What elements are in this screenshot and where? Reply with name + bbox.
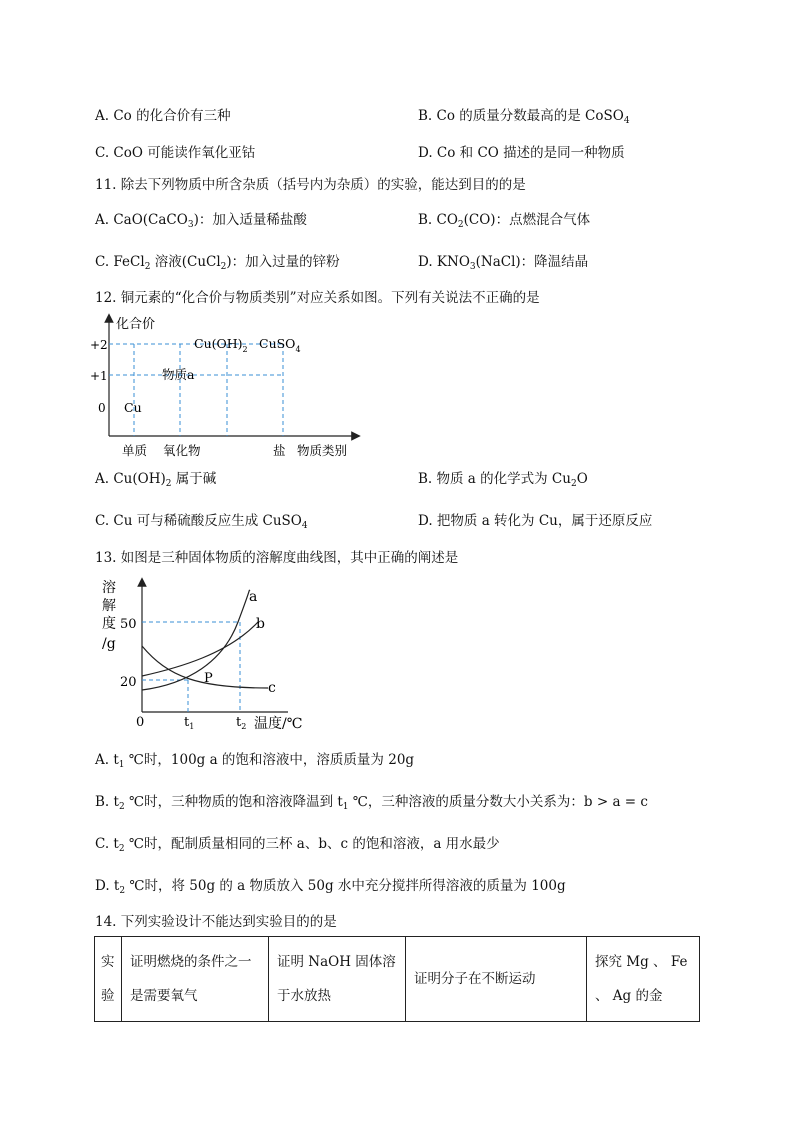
q12-xtick-salt: 盐 — [273, 443, 286, 458]
q12-ytick-plus2: +2 — [90, 338, 108, 352]
q13-curve-b — [142, 622, 258, 676]
q12-option-b: B. 物质 a 的化学式为 $Cu_2O$ — [418, 471, 588, 489]
q12-xtick-oxide: 氧化物 — [163, 443, 201, 458]
q13-guides — [142, 622, 240, 712]
q13-option-b: B. $t_2$ ℃时，三种物质的饱和溶液降温到 $t_1$ ℃，三种溶液的质量分数大小关系为：b > a = c — [95, 794, 648, 812]
q13-ytick-50: 50 — [120, 617, 137, 632]
q13-ylabel-1: 溶 — [102, 580, 116, 596]
q13-xtick-t1: $t_1$ — [184, 715, 195, 731]
q12-option-c: C. Cu 可与稀硫酸反应生成 CuSO$_4$ — [95, 513, 308, 531]
q14-cell-3: 证明分子在不断运动 — [406, 937, 587, 1022]
q12-label-cu: Cu — [124, 400, 142, 415]
q12-xlabel: 物质类别 — [297, 443, 348, 458]
q12-label-a: 物质a — [162, 367, 195, 382]
q10-option-a: A. Co 的化合价有三种 — [95, 108, 231, 124]
q11-option-c: C. FeCl$_2$ 溶液(CuCl$_2$)：加入过量的锌粉 — [95, 254, 340, 272]
q12-ytick-plus1: +1 — [90, 369, 108, 383]
q11-option-d: D. $KNO_3(NaCl)$：降温结晶 — [418, 254, 589, 272]
q11-stem: 11. 除去下列物质中所含杂质（括号内为杂质）的实验，能达到目的的是 — [95, 177, 526, 193]
q12-valence-chart — [88, 312, 368, 460]
q10-option-c: C. CoO 可能读作氧化亚钴 — [95, 145, 256, 161]
q14-cell-2: 证明 NaOH 固体溶于水放热 — [269, 937, 406, 1022]
q14-cell-1: 证明燃烧的条件之一是需要氧气 — [122, 937, 269, 1022]
q12-stem: 12. 铜元素的“化合价与物质类别”对应关系如图。下列有关说法不正确的是 — [95, 290, 540, 306]
q14-stem: 14. 下列实验设计不能达到实验目的的是 — [95, 914, 337, 930]
q13-solubility-chart — [98, 572, 313, 734]
q13-xlabel: 温度/℃ — [254, 716, 303, 732]
q12-label-cuso4: CuSO$_4$ — [259, 336, 301, 354]
q14-cell-4: 探究 Mg 、 Fe 、 Ag 的金 — [587, 937, 700, 1022]
q11-option-b: B. $CO_2(CO)$：点燃混合气体 — [418, 212, 591, 230]
q12-option-a: A. $Cu(OH)_2$ 属于碱 — [95, 471, 217, 489]
q13-label-p: P — [204, 671, 213, 686]
q13-option-c: C. $t_2$ ℃时，配制质量相同的三杯 a、b、c 的饱和溶液，a 用水最少 — [95, 836, 500, 854]
q12-label-cuoh2: $Cu(OH)_2$ — [194, 336, 248, 354]
q10-option-d: D. Co 和 CO 描述的是同一种物质 — [418, 145, 625, 161]
q13-label-c: c — [268, 680, 276, 696]
q12-ytick-0: 0 — [98, 401, 106, 415]
q13-label-b: b — [256, 616, 265, 632]
q14-cell-header: 实验 — [95, 937, 122, 1022]
q13-ylabel-4: /g — [102, 636, 116, 652]
q10-option-b: B. Co 的质量分数最高的是 CoSO$_4$ — [418, 108, 630, 126]
q13-ylabel-3: 度 — [102, 616, 116, 632]
q12-option-d: D. 把物质 a 转化为 Cu，属于还原反应 — [418, 513, 653, 529]
q12-xtick-element: 单质 — [122, 443, 148, 458]
q13-option-a: A. $t_1$ ℃时，100g a 的饱和溶液中，溶质质量为 20g — [95, 752, 415, 770]
q13-xtick-t2: $t_2$ — [236, 715, 247, 731]
q13-origin: 0 — [136, 715, 145, 730]
table-row — [95, 937, 700, 1022]
q13-ylabel-2: 解 — [102, 598, 116, 614]
q12-grid — [109, 344, 283, 436]
q11-option-a: A. CaO(CaCO$_3$)：加入适量稀盐酸 — [95, 212, 307, 230]
q12-ylabel: 化合价 — [116, 317, 156, 332]
q13-ytick-20: 20 — [120, 675, 137, 690]
q14-table — [94, 936, 700, 1022]
q13-stem: 13. 如图是三种固体物质的溶解度曲线图，其中正确的阐述是 — [95, 550, 459, 566]
q13-option-d: D. $t_2$ ℃时，将 50g 的 a 物质放入 50g 水中充分搅拌所得溶液的质量为 100g — [95, 878, 566, 896]
q13-curve-a — [142, 590, 250, 690]
q13-label-a: a — [249, 589, 258, 605]
